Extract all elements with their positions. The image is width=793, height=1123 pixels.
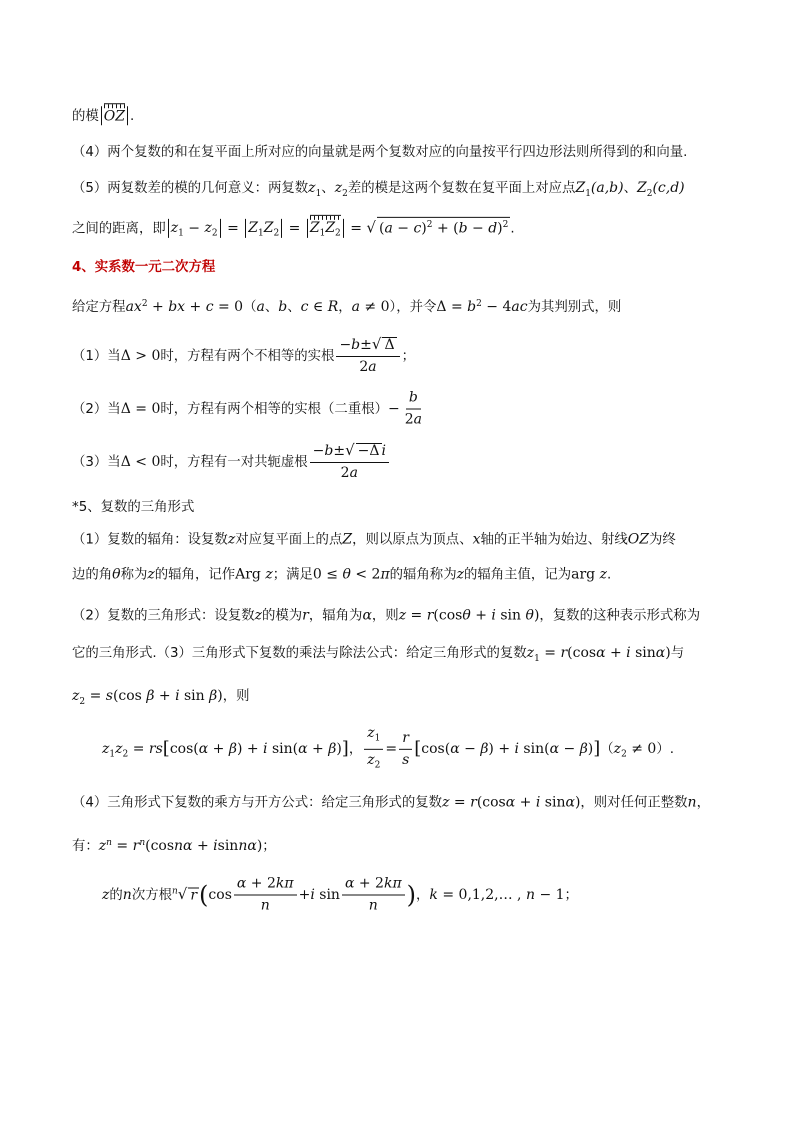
power-root-line-3: z的n次方根$^n$√ r(cos $\frac{\alpha + 2k\pi}{n}$ +i sin $\frac{\alpha + 2k\pi}{n}$ )，k = 0,1,2,… , n − 1； — [102, 875, 578, 914]
argument-line-2: 边的角θ称为z的辐角，记作Arg z；满足0 ≤ θ < 2π的辐角称为z的辐角主值，记为arg z. — [72, 566, 612, 583]
case-1-line: （1）当Δ > 0时，方程有两个不相等的实根 $\frac{-b\pm√ \Delta}{2a}$ ； — [72, 335, 415, 375]
trig-form-line-1: （2）复数的三角形式：设复数z的模为r，辐角为α，则z = r(cosθ + i sin θ)，复数的这种表示形式称为 — [72, 607, 701, 624]
paragraph-5-line-1: （5）两复数差的模的几何意义：两复数$z_1$、$z_2$差的模是这两个复数在复平面上对应点$Z_1(a,b)$、$Z_2(c,d)$ — [72, 180, 685, 199]
vector-oz: OZ — [103, 107, 125, 124]
case-2-line: （2）当Δ = 0时，方程有两个相等的实根（二重根）− $\frac{b}{2a}$ — [72, 390, 427, 429]
argument-line-1: （1）复数的辐角：设复数z对应复平面上的点Z，则以原点为顶点、x轴的正半轴为始边、射线OZ为终 — [72, 531, 676, 548]
quadratic-equation-line: 给定方程$ax^2$ + bx + c = 0（a、b、c ∈ R，a ≠ 0），并令$\Delta = b^2 - 4ac$为其判别式，则 — [72, 298, 622, 316]
root-fraction-3: $\frac{\text{−b±√ −Δ i}}{2a}$ — [310, 442, 389, 482]
trig-form-line-3: $z_2 = s(\cos$ β + i sin β)，则 — [72, 688, 250, 707]
trig-form-line-2: 它的三角形式.（3）三角形式下复数的乘法与除法公式：给定三角形式的复数$z_1 = r(\cos\alpha + i$ sinα)与 — [72, 645, 685, 664]
root-fraction-1: $\frac{-b\pm√ \Delta}{2a}$ — [336, 336, 399, 376]
section-heading-4: 4、实系数一元二次方程 — [72, 260, 216, 275]
paragraph-5-line-2: 之间的距离，即 $z_1 - z_2 = Z_1Z_2 = Z_1Z_2$ = √ $(a - c)^2 + (b - d)^2$ . — [72, 217, 515, 243]
multiply-divide-formula: $z_1z_2 = rs[\cos(\alpha + \beta) + i$ sin(α + β)]， $\frac{z_1}{z_2}$ = $\frac{r}{s}$ [cos(α − β) + i $\sin(\alpha - \beta)](z_2 \ne 0)$. — [102, 724, 674, 771]
root-fraction-2: $\frac{b}{2a}$ — [404, 389, 423, 428]
intro-line: 的模 OZ . — [72, 107, 135, 124]
paragraph-4: （4）两个复数的和在复平面上所对应的向量就是两个复数对应的向量按平行四边形法则所得到的和向量. — [72, 145, 688, 160]
power-root-line-1: （4）三角形式下复数的乘方与开方公式：给定三角形式的复数z = r(cosα + i sinα)，则对任何正整数n， — [72, 794, 710, 811]
power-root-line-2: 有：$z^n = r^n(\cos n\alpha + isinn\alpha)$； — [72, 837, 276, 855]
section-heading-5: *5、复数的三角形式 — [72, 500, 195, 515]
case-3-line: （3）当Δ < 0时，方程有一对共轭虚根 $\frac{\text{−b±√ −Δ i}}{2a}$ — [72, 442, 391, 482]
